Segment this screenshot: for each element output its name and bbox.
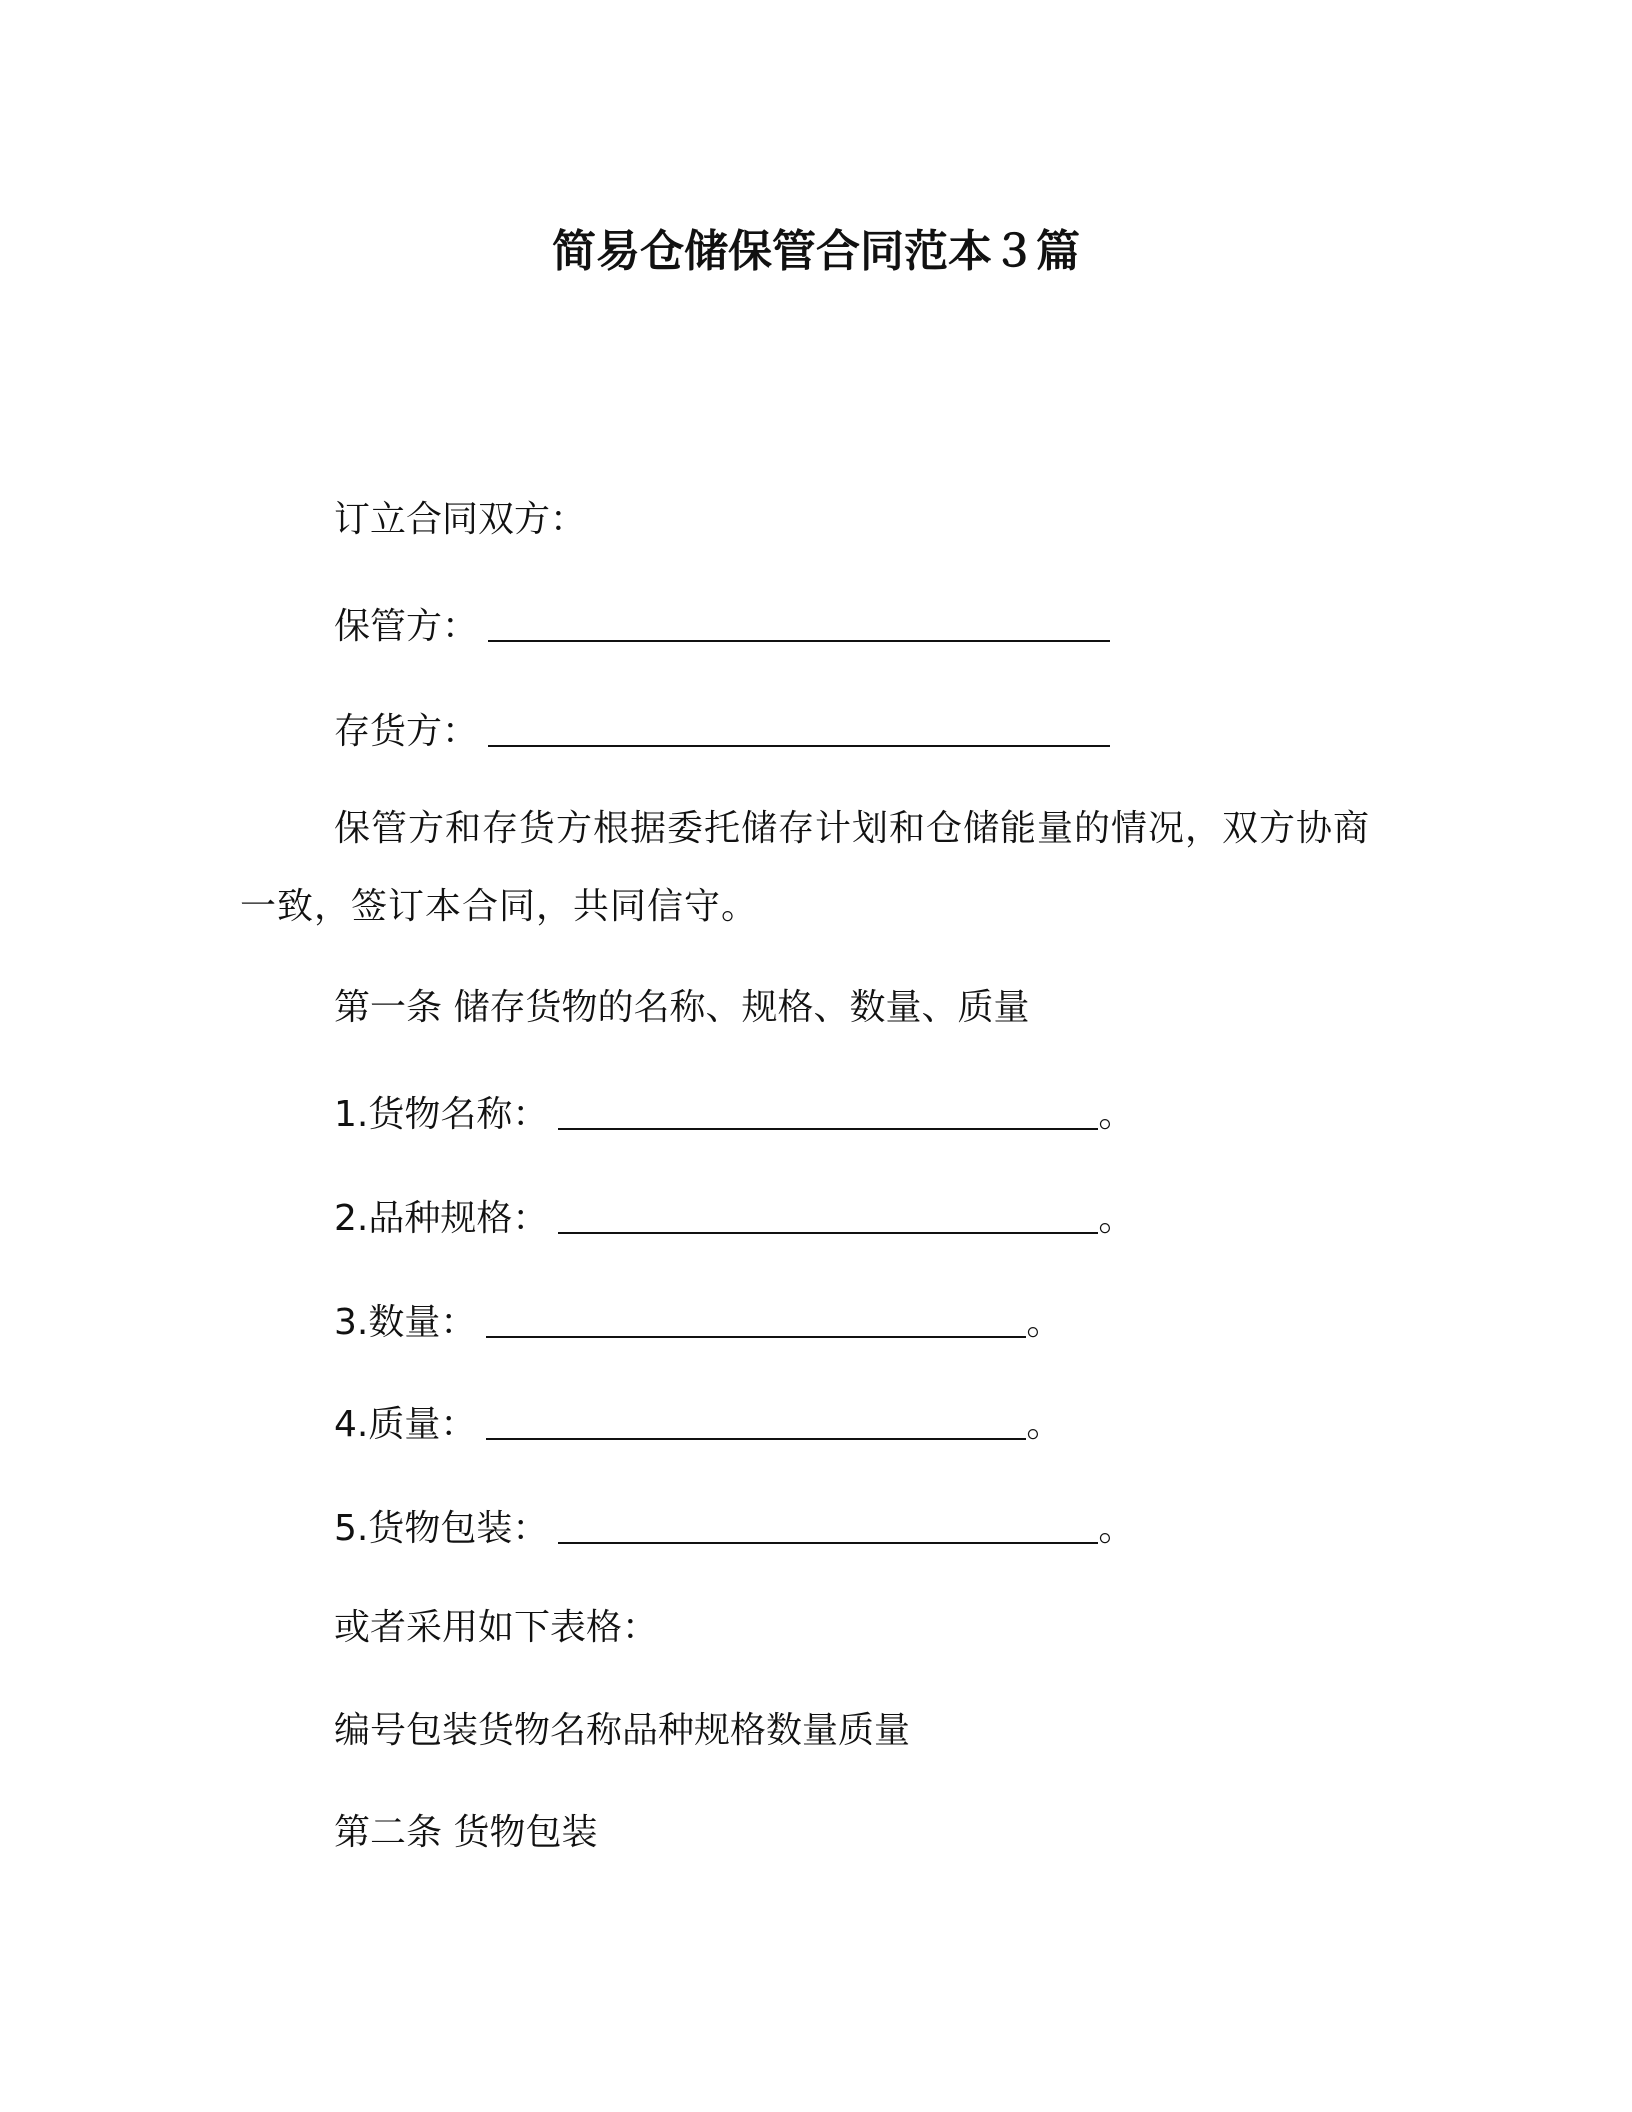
item-line [334,1398,1062,1450]
item-end: 。 [1098,1198,1135,1239]
table-intro: 或者采用如下表格： [334,1607,659,1648]
item-label: 2.品种规格： [334,1198,549,1239]
parties-heading: 订立合同双方： [334,499,587,540]
custodian-line [334,600,1110,652]
item-label: 5.货物包装： [334,1508,549,1549]
item-end: 。 [1026,1302,1063,1343]
article1-heading: 第一条 储存货物的名称、规格、数量、质量 [334,987,1030,1028]
item-label: 3.数量： [334,1302,477,1343]
item-blank [486,1296,1026,1338]
item-line [334,1502,1134,1554]
item-end: 。 [1098,1094,1135,1135]
depositor-blank [488,705,1110,747]
item-line [334,1192,1134,1244]
item-label: 1.货物名称： [334,1094,549,1135]
item-blank [486,1398,1026,1440]
custodian-blank [488,600,1110,642]
custodian-label: 保管方： [334,606,479,647]
item-line [334,1296,1062,1348]
article2-heading: 第二条 货物包装 [334,1812,598,1853]
item-blank [558,1192,1098,1234]
item-label: 4.质量： [334,1404,477,1445]
depositor-line [334,705,1110,757]
item-blank [558,1502,1098,1544]
document-title: 简易仓储保管合同范本３篇 [552,226,1080,277]
item-blank [558,1088,1098,1130]
depositor-label: 存货方： [334,711,479,752]
item-line [334,1088,1134,1140]
item-end: 。 [1098,1508,1135,1549]
item-end: 。 [1026,1404,1063,1445]
table-header: 编号包装货物名称品种规格数量质量 [334,1710,911,1751]
intro-paragraph: 保管方和存货方根据委托储存计划和仓储能量的情况，双方协商一致，签订本合同，共同信守。 [240,808,1371,927]
